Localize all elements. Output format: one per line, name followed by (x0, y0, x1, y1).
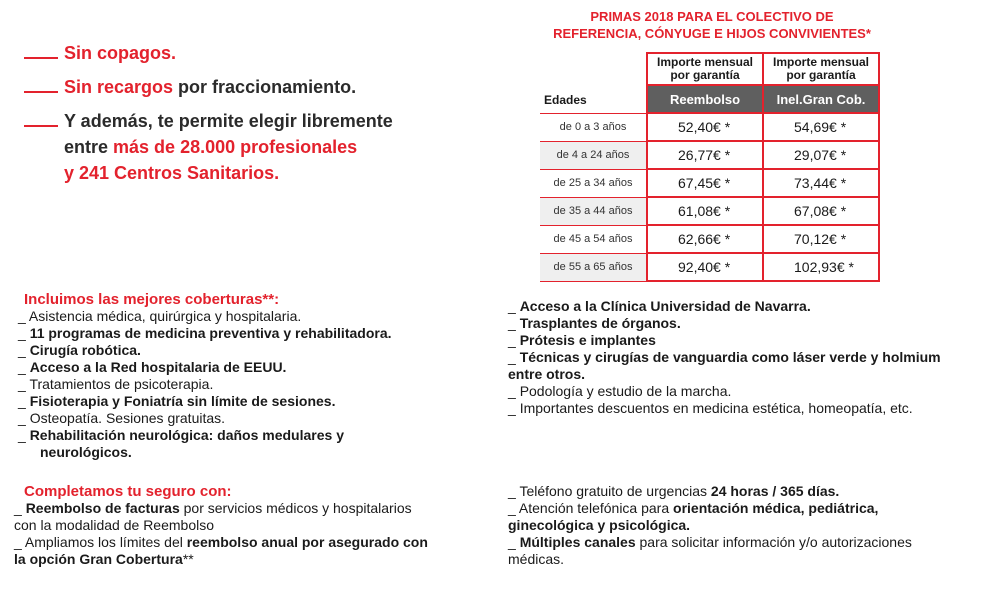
list-item: _ Osteopatía. Sesiones gratuitas. (18, 410, 226, 426)
gran-price: 70,12€ * (763, 225, 879, 253)
list-item: _ Fisioterapia y Foniatría sin límite de sesiones. (18, 393, 336, 409)
age-range: de 35 a 44 años (540, 197, 647, 225)
highlight-no-surcharge: Sin recargos por fraccionamiento. (24, 74, 356, 100)
list-item: _ Cirugía robótica. (18, 342, 141, 358)
reembolso-price: 92,40€ * (647, 253, 763, 281)
table-row (540, 113, 879, 141)
age-range: de 45 a 54 años (540, 225, 647, 253)
age-range: de 4 a 24 años (540, 141, 647, 169)
complement-heading: Completamos tu seguro con: (24, 483, 232, 500)
dash-marker (24, 91, 58, 93)
list-item-continuation: ginecológica y psicológica. (508, 517, 691, 533)
ages-header: Edades (544, 92, 587, 107)
list-item: _ Trasplantes de órganos. (508, 315, 681, 331)
list-item: _ Podología y estudio de la marcha. (508, 383, 732, 399)
coverage-left (18, 291, 488, 461)
table-row (540, 141, 879, 169)
gran-price: 67,08€ * (763, 197, 879, 225)
list-item: _ Teléfono gratuito de urgencias 24 horas / 365 días. (508, 483, 840, 499)
table-row (540, 169, 879, 197)
table-row (540, 197, 879, 225)
table-row (540, 253, 879, 281)
dash-marker (24, 125, 58, 127)
highlight-free-choice: Y además, te permite elegir libremente entre más de 28.000 profesionales y 241 Centros Sanitarios. (24, 108, 393, 186)
list-item: _ Múltiples canales para solicitar información y/o autorizaciones (508, 534, 912, 550)
list-item: _ 11 programas de medicina preventiva y rehabilitadora. (18, 325, 392, 341)
coverage-right (508, 298, 998, 417)
list-item: _ Reembolso de facturas por servicios médicos y hospitalarios (14, 500, 412, 516)
gran-price: 102,93€ * (763, 253, 879, 281)
list-item-continuation: médicas. (508, 551, 565, 567)
list-item: _ Acceso a la Red hospitalaria de EEUU. (18, 359, 287, 375)
list-item: _ Asistencia médica, quirúrgica y hospitalaria. (18, 308, 302, 324)
gran-price: 54,69€ * (763, 113, 879, 141)
complement-right (508, 483, 998, 568)
list-item: _ Prótesis e implantes (508, 332, 656, 348)
list-item: _ Ampliamos los límites del reembolso anual por asegurado con (14, 534, 428, 550)
coverage-heading: Incluimos las mejores coberturas**: (24, 291, 280, 308)
age-range: de 0 a 3 años (540, 113, 647, 141)
dash-marker (24, 57, 58, 59)
list-item: _ Rehabilitación neurológica: daños medulares y (18, 427, 344, 443)
list-item: _ Atención telefónica para orientación médica, pediátrica, (508, 500, 879, 516)
list-item-continuation: neurológicos. (40, 444, 132, 460)
reembolso-price: 62,66€ * (647, 225, 763, 253)
age-range: de 55 a 65 años (540, 253, 647, 281)
list-item: _ Tratamientos de psicoterapia. (18, 376, 214, 392)
list-item: _ Acceso a la Clínica Universidad de Navarra. (508, 298, 811, 314)
premium-table (540, 52, 880, 282)
list-item: _ Técnicas y cirugías de vanguardia como láser verde y holmium (508, 349, 941, 365)
reembolso-price: 67,45€ * (647, 169, 763, 197)
gran-price: 29,07€ * (763, 141, 879, 169)
reembolso-price: 26,77€ * (647, 141, 763, 169)
reembolso-price: 52,40€ * (647, 113, 763, 141)
col-reembolso-header: Importe mensual por garantía (647, 53, 763, 85)
list-item-continuation: con la modalidad de Reembolso (14, 517, 215, 533)
col-reembolso-name: Reembolso (647, 85, 763, 113)
gran-price: 73,44€ * (763, 169, 879, 197)
list-item-continuation: entre otros. (508, 366, 586, 382)
list-item: _ Importantes descuentos en medicina estética, homeopatía, etc. (508, 400, 913, 416)
age-range: de 25 a 34 años (540, 169, 647, 197)
col-gran-name: Inel.Gran Cob. (763, 85, 879, 113)
highlight-no-copay: Sin copagos. (24, 40, 176, 66)
table-row (540, 225, 879, 253)
table-title: PRIMAS 2018 PARA EL COLECTIVO DE REFERENCIA, CÓNYUGE E HIJOS CONVIVIENTES* (553, 9, 871, 41)
complement-left (14, 483, 494, 568)
col-gran-header: Importe mensual por garantía (763, 53, 879, 85)
list-item-continuation: la opción Gran Cobertura** (14, 551, 194, 567)
reembolso-price: 61,08€ * (647, 197, 763, 225)
